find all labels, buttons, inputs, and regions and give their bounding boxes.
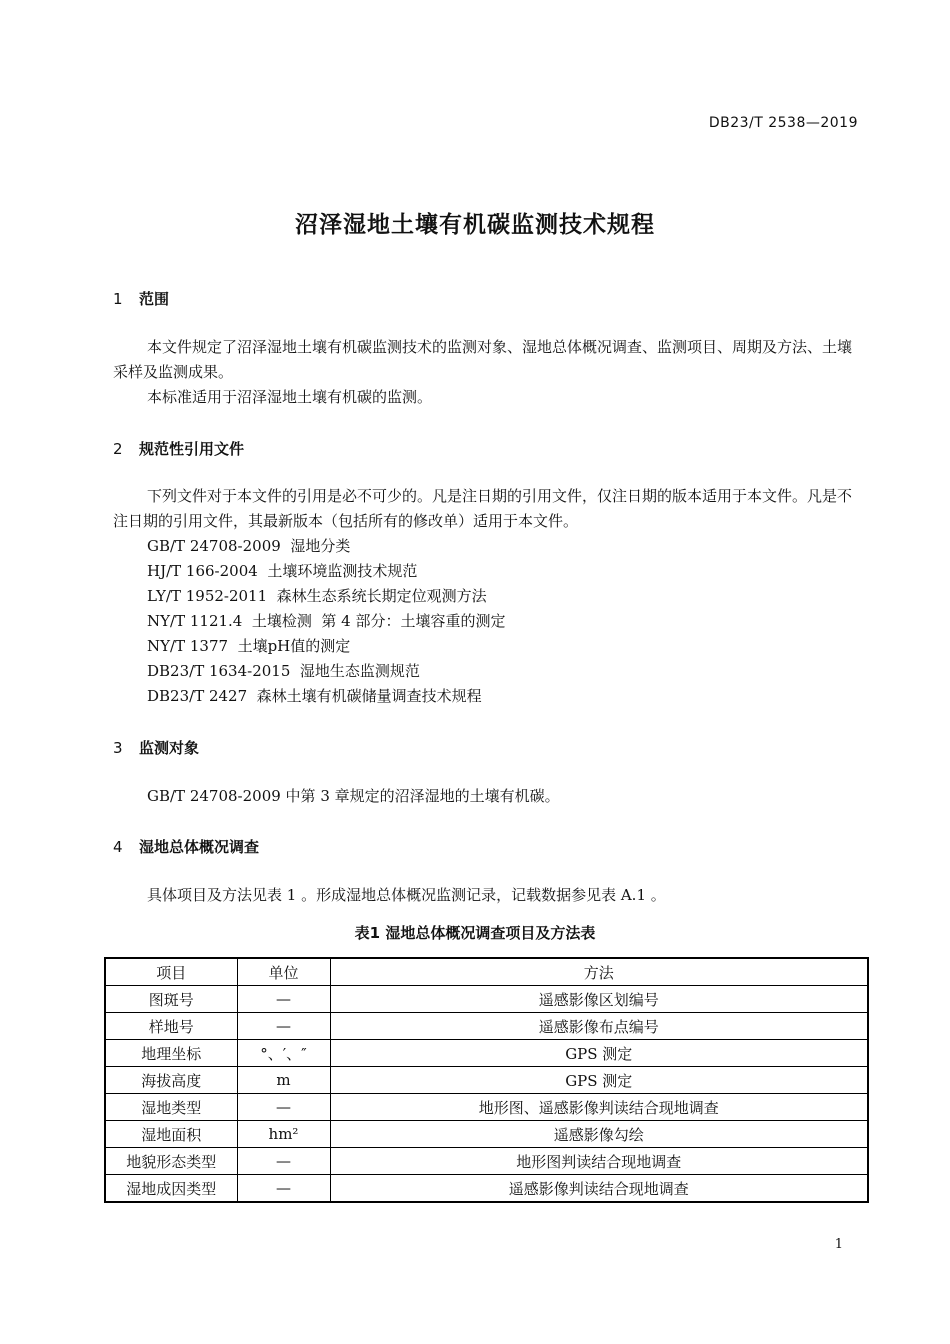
table-row	[105, 1148, 868, 1175]
table-caption: 表1 湿地总体概况调查项目及方法表	[354, 924, 596, 942]
section-1-body	[113, 335, 853, 410]
cell-item: 样地号	[105, 1013, 237, 1040]
column-header-method: 方法	[330, 958, 868, 986]
cell-unit: —	[237, 1148, 330, 1175]
table-row	[105, 1067, 868, 1094]
section-2-intro	[113, 484, 853, 534]
reference-item: DB23/T 2427 森林土壤有机碳储量调查技术规程	[147, 687, 482, 705]
cell-item: 海拔高度	[105, 1067, 237, 1094]
cell-method: GPS 测定	[330, 1067, 868, 1094]
table-row	[105, 1013, 868, 1040]
paragraph: 本文件规定了沼泽湿地土壤有机碳监测技术的监测对象、湿地总体概况调查、监测项目、周期及方法、土壤采样及监测成果。	[113, 338, 853, 381]
table-row	[105, 1040, 868, 1067]
reference-item: NY/T 1121.4 土壤检测 第 4 部分：土壤容重的测定	[147, 612, 506, 630]
cell-method: 遥感影像区划编号	[330, 986, 868, 1013]
document-code: DB23/T 2538—2019	[708, 115, 858, 131]
paragraph: 本标准适用于沼泽湿地土壤有机碳的监测。	[147, 388, 433, 406]
cell-item: 地理坐标	[105, 1040, 237, 1067]
cell-method: 遥感影像布点编号	[330, 1013, 868, 1040]
cell-method: 地形图判读结合现地调查	[330, 1148, 868, 1175]
cell-unit: °、′、″	[237, 1040, 330, 1067]
survey-items-table	[104, 957, 869, 1203]
column-header-item: 项目	[105, 958, 237, 986]
cell-unit: m	[237, 1067, 330, 1094]
cell-item: 图斑号	[105, 986, 237, 1013]
cell-method: GPS 测定	[330, 1040, 868, 1067]
reference-item: NY/T 1377 土壤pH值的测定	[147, 637, 351, 655]
reference-item: GB/T 24708-2009 湿地分类	[147, 537, 351, 555]
document-title: 沼泽湿地土壤有机碳监测技术规程	[295, 212, 655, 238]
cell-item: 湿地成因类型	[105, 1175, 237, 1203]
section-title: 湿地总体概况调查	[139, 838, 260, 856]
page-number: 1	[834, 1237, 843, 1252]
section-1-heading	[113, 288, 169, 309]
table-row	[105, 1094, 868, 1121]
reference-item: LY/T 1952-2011 森林生态系统长期定位观测方法	[147, 587, 487, 605]
reference-item: DB23/T 1634-2015 湿地生态监测规范	[147, 662, 420, 680]
section-number: 3	[113, 739, 123, 757]
paragraph: 下列文件对于本文件的引用是必不可少的。凡是注日期的引用文件，仅注日期的版本适用于本文件。凡是不注日期的引用文件，其最新版本（包括所有的修改单）适用于本文件。	[113, 487, 853, 530]
section-number: 4	[113, 838, 123, 856]
cell-item: 地貌形态类型	[105, 1148, 237, 1175]
section-number: 2	[113, 440, 123, 458]
cell-method: 地形图、遥感影像判读结合现地调查	[330, 1094, 868, 1121]
section-2-heading	[113, 438, 244, 459]
table-header-row	[105, 958, 868, 986]
column-header-unit: 单位	[237, 958, 330, 986]
reference-item: HJ/T 166-2004 土壤环境监测技术规范	[147, 562, 418, 580]
table-row	[105, 1175, 868, 1203]
table-row	[105, 986, 868, 1013]
cell-method: 遥感影像判读结合现地调查	[330, 1175, 868, 1203]
cell-unit: —	[237, 1094, 330, 1121]
section-title: 范围	[139, 290, 170, 308]
section-4-body: 具体项目及方法见表 1 。形成湿地总体概况监测记录，记载数据参见表 A.1 。	[147, 886, 666, 904]
section-title: 规范性引用文件	[139, 440, 245, 458]
cell-method: 遥感影像勾绘	[330, 1121, 868, 1148]
section-4-heading	[113, 836, 259, 857]
section-number: 1	[113, 290, 123, 308]
cell-item: 湿地面积	[105, 1121, 237, 1148]
cell-item: 湿地类型	[105, 1094, 237, 1121]
section-3-body: GB/T 24708-2009 中第 3 章规定的沼泽湿地的土壤有机碳。	[147, 787, 560, 805]
section-3-heading	[113, 737, 199, 758]
section-title: 监测对象	[139, 739, 200, 757]
cell-unit: hm²	[237, 1121, 330, 1148]
cell-unit: —	[237, 1175, 330, 1203]
cell-unit: —	[237, 986, 330, 1013]
cell-unit: —	[237, 1013, 330, 1040]
table-row	[105, 1121, 868, 1148]
